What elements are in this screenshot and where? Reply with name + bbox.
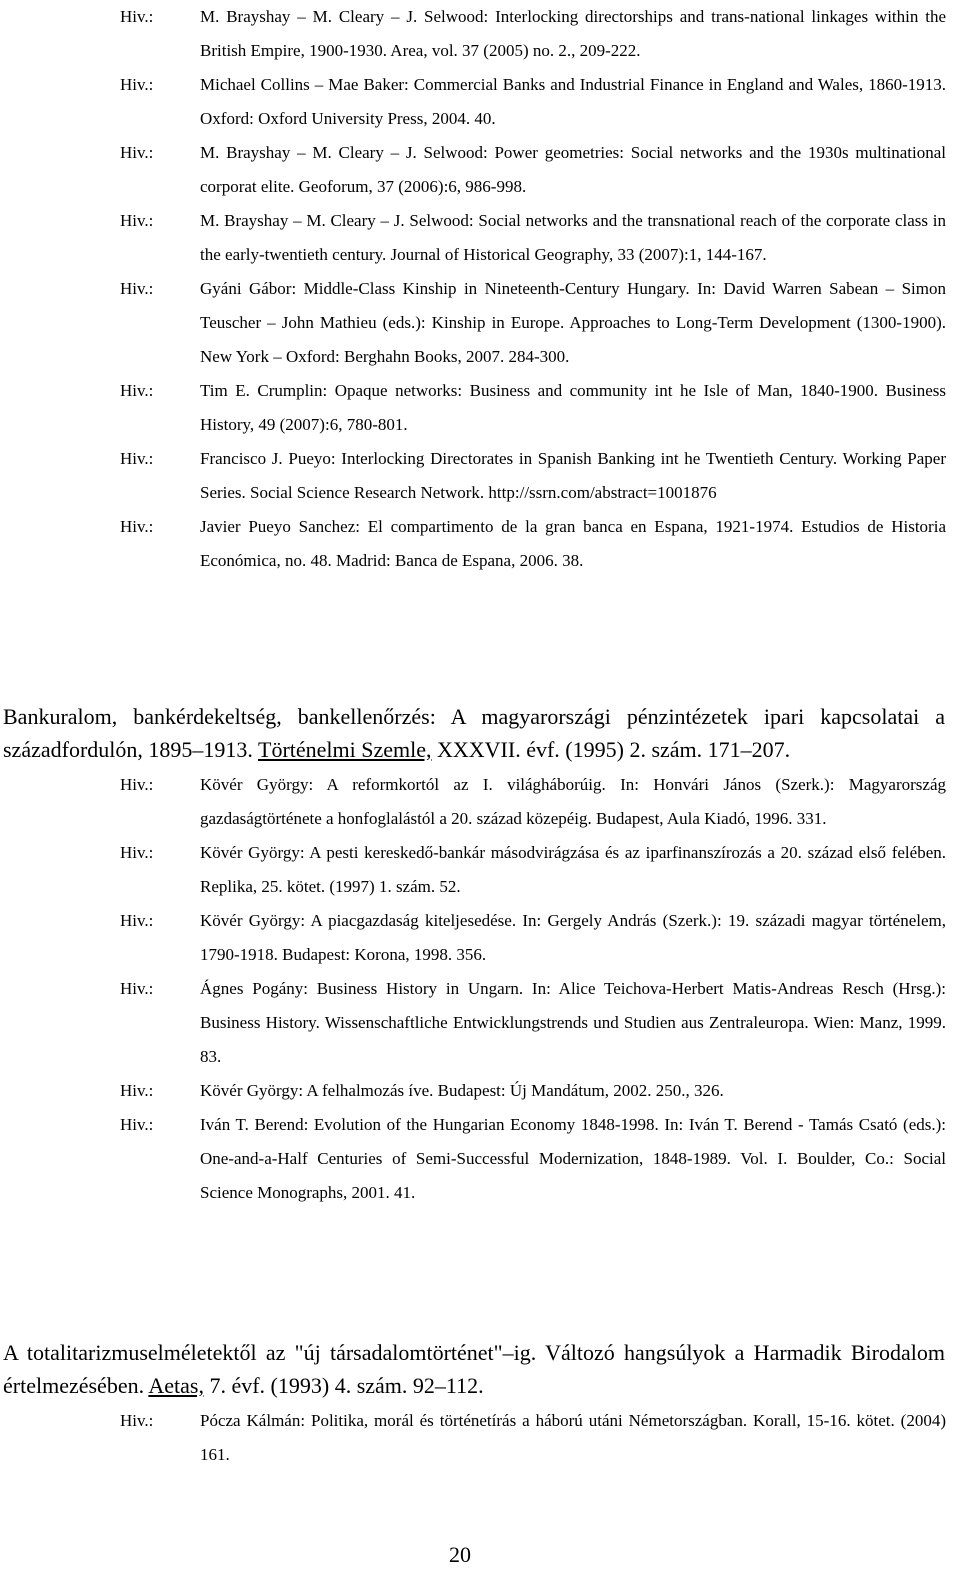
citation-label: Hiv.: (120, 75, 154, 94)
citation-text: Pócza Kálmán: Politika, morál és történetírás a háború utáni Németországban. Korall, 15-16. kötet. (2004) 161. (200, 1411, 946, 1464)
citation-label: Hiv.: (120, 211, 154, 230)
citation-text: Kövér György: A felhalmozás íve. Budapest: Új Mandátum, 2002. 250., 326. (200, 1081, 724, 1100)
citation-text: Kövér György: A pesti kereskedő-bankár másodvirágzása és az iparfinanszírozás a 20. század első felében. Replika, 25. kötet. (1997) 1. szám. 52. (200, 843, 946, 896)
citation-row (0, 272, 960, 374)
citation-text: M. Brayshay – M. Cleary – J. Selwood: Social networks and the transnational reach of the corporate class in the early-twentieth century. Journal of Historical Geography, 33 (2007):1, 144-167. (200, 211, 946, 264)
citation-row (0, 374, 960, 442)
citation-row (0, 0, 960, 68)
citation-text: Kövér György: A reformkortól az I. világháborúig. In: Honvári János (Szerk.): Magyarország gazdaságtörténete a honfoglalástól a 20. század közepéig. Budapest, Aula Kiadó, 1996. 331. (200, 775, 946, 828)
citation-text: Francisco J. Pueyo: Interlocking Directorates in Spanish Banking int he Twentieth Century. Working Paper Series. Social Science Research Network. http://ssrn.com/abstract=1001876 (200, 449, 946, 502)
citation-label: Hiv.: (120, 911, 154, 930)
citation-section-3 (0, 1336, 960, 1472)
citation-text: M. Brayshay – M. Cleary – J. Selwood: Power geometries: Social networks and the 1930s multinational corporat elite. Geoforum, 37 (2006):6, 986-998. (200, 143, 946, 196)
citation-text: Michael Collins – Mae Baker: Commercial Banks and Industrial Finance in England and Wales, 1860-1913. Oxford: Oxford University Press, 2004. 40. (200, 75, 946, 128)
citation-label: Hiv.: (120, 1081, 154, 1100)
journal-name: Történelmi Szemle, (258, 737, 432, 762)
citation-row (0, 1108, 960, 1210)
citation-label: Hiv.: (120, 843, 154, 862)
citation-row (0, 510, 960, 578)
citation-list-1 (0, 0, 960, 578)
citation-text: Javier Pueyo Sanchez: El compartimento de la gran banca en Espana, 1921-1974. Estudios de Historia Económica, no. 48. Madrid: Banca de Espana, 2006. 38. (200, 517, 946, 570)
citation-row (0, 136, 960, 204)
citation-row (0, 768, 960, 836)
citation-text: Gyáni Gábor: Middle-Class Kinship in Nineteenth-Century Hungary. In: David Warren Sabean – Simon Teuscher – John Mathieu (eds.): Kinship in Europe. Approaches to Long-Term Development (1300-1900). New York – Oxford: Berghahn Books, 2007. 284-300. (200, 279, 946, 366)
article-title-text: Bankuralom, bankérdekeltség, bankellenőrzés: A magyarországi pénzintézetek ipari kapcsolatai a századfordulón, 1895–1913. (3, 704, 945, 762)
citation-row (0, 442, 960, 510)
article-title-details: 7. évf. (1993) 4. szám. 92–112. (203, 1373, 484, 1398)
citation-text: Tim E. Crumplin: Opaque networks: Business and community int he Isle of Man, 1840-1900. Business History, 49 (2007):6, 780-801. (200, 381, 946, 434)
citation-label: Hiv.: (120, 517, 154, 536)
citation-row (0, 904, 960, 972)
page-number: 20 (449, 1542, 471, 1567)
citation-row (0, 68, 960, 136)
citation-text: Kövér György: A piacgazdaság kiteljesedése. In: Gergely András (Szerk.): 19. századi magyar történelem, 1790-1918. Budapest: Korona, 1998. 356. (200, 911, 946, 964)
citation-row (0, 1404, 960, 1472)
citation-label: Hiv.: (120, 7, 154, 26)
citation-label: Hiv.: (120, 449, 154, 468)
citation-text: M. Brayshay – M. Cleary – J. Selwood: Interlocking directorships and trans-national linkages within the British Empire, 1900-1930. Area, vol. 37 (2005) no. 2., 209-222. (200, 7, 946, 60)
article-title-text: A totalitarizmuselméletektől az "új társadalomtörténet"–ig. Változó hangsúlyok a Harmadik Birodalom értelmezésében. (3, 1340, 945, 1398)
article-title (3, 1336, 945, 1402)
citation-section-2 (0, 700, 960, 1210)
citation-row (0, 836, 960, 904)
citation-text: Ágnes Pogány: Business History in Ungarn. In: Alice Teichova-Herbert Matis-Andreas Resch (Hrsg.): Business History. Wissenschaftliche Entwicklungstrends und Studien aus Zentraleuropa. Wien: Manz, 1999. 83. (200, 979, 946, 1066)
citation-label: Hiv.: (120, 775, 154, 794)
citation-row (0, 1074, 960, 1108)
article-title (3, 700, 945, 766)
citation-row (0, 972, 960, 1074)
journal-name: Aetas, (148, 1373, 204, 1398)
citation-label: Hiv.: (120, 279, 154, 298)
article-title-details: XXXVII. évf. (1995) 2. szám. 171–207. (431, 737, 791, 762)
citation-text: Iván T. Berend: Evolution of the Hungarian Economy 1848-1998. In: Iván T. Berend - Tamás Csató (eds.): One-and-a-Half Centuries of Semi-Successful Modernization, 1848-1989. Vol. I. Boulder, Co.: Social Science Monographs, 2001. 41. (200, 1115, 946, 1202)
citation-label: Hiv.: (120, 1115, 154, 1134)
citation-row (0, 204, 960, 272)
citation-label: Hiv.: (120, 1411, 154, 1430)
citation-label: Hiv.: (120, 381, 154, 400)
citation-label: Hiv.: (120, 979, 154, 998)
citation-label: Hiv.: (120, 143, 154, 162)
